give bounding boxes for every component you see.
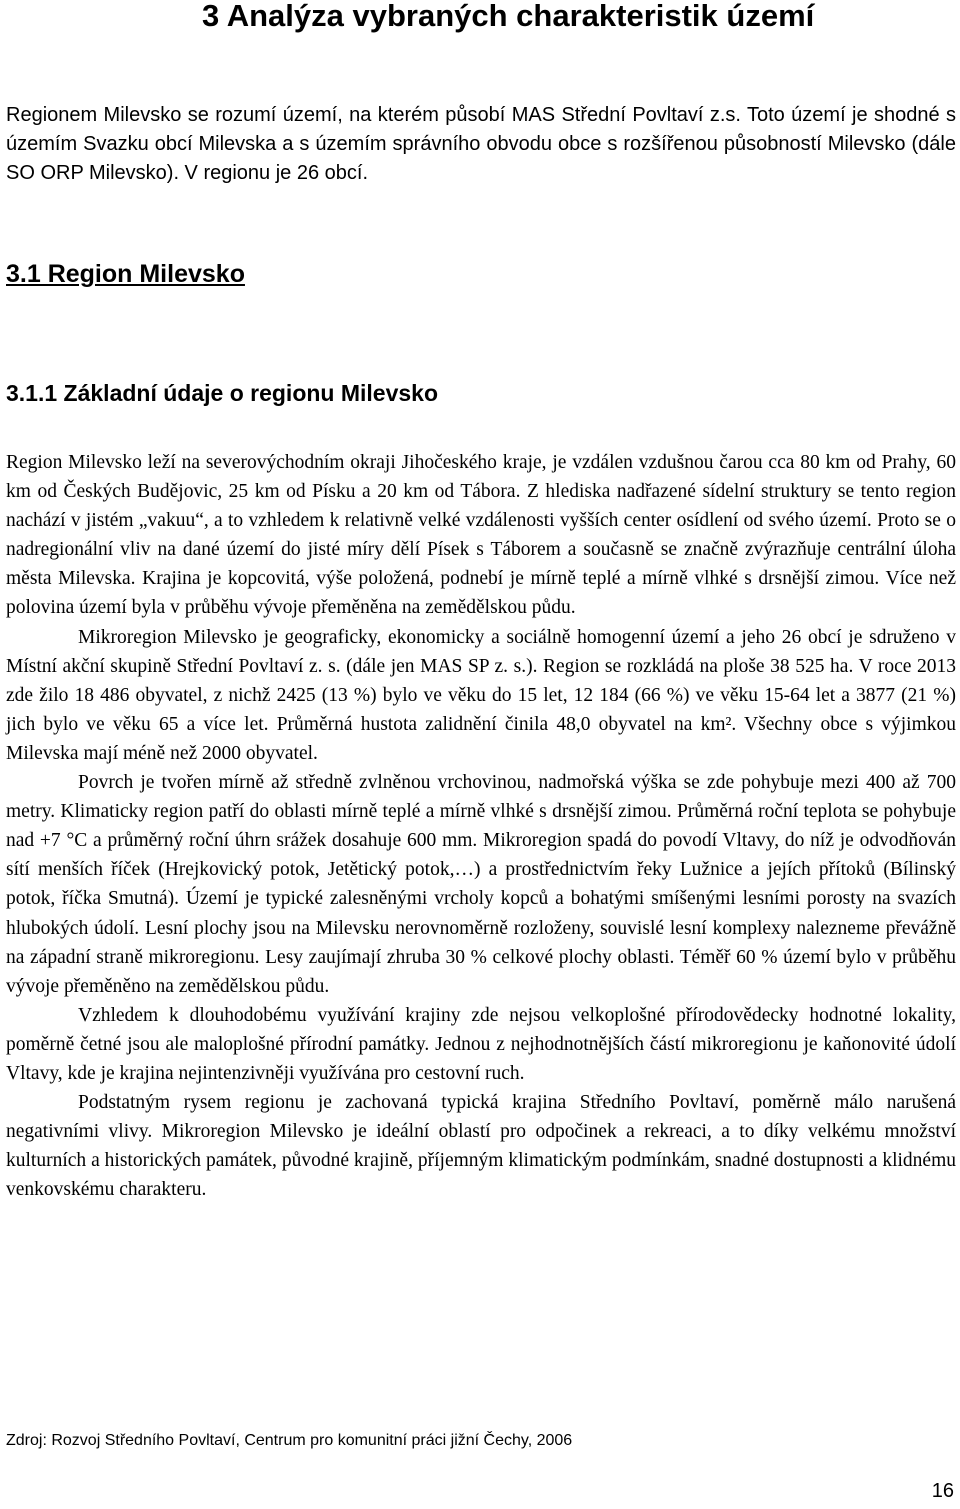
section-heading: 3.1 Region Milevsko [6, 260, 245, 288]
paragraph-microregion: Mikroregion Milevsko je geograficky, ekonomicky a sociálně homogenní území a jeho 26 obcí je sdruženo v Místní akční skupině Střední Povltaví z. s. (dále jen MAS SP z. s.). Region se rozkládá na ploše 38 525 ha. V roce 2013 zde žilo 18 486 obyvatel, z nichž 2425 (13 %) bylo ve věku do 15 let, 12 184 (66 %) ve věku 15-64 let a 3877 (21 %) jich bylo ve věku 65 a více let. Průměrná hustota zalidnění činila 48,0 obyvatel na km². Všechny obce s výjimkou Milevska mají méně než 2000 obyvatel. [6, 626, 956, 764]
page-number: 16 [931, 1480, 954, 1502]
source-note: Zdroj: Rozvoj Středního Povltaví, Centrum pro komunitní práci jižní Čechy, 2006 [6, 1432, 573, 1449]
body-text [6, 448, 956, 1204]
chapter-heading: 3 Analýza vybraných charakteristik území [202, 0, 815, 33]
paragraph-location: Region Milevsko leží na severovýchodním okraji Jihočeského kraje, je vzdálen vzdušnou čarou cca 80 km od Prahy, 60 km od Českých Budějovic, 25 km od Písku a 20 km od Tábora. Z hlediska nadřazené sídelní struktury se tento region nachází v jistém „vakuu“, a to vzhledem k relativně velké vzdálenosti vyšších center osídlení od svého území. Proto se o nadregionální vliv na dané území do jisté míry dělí Písek s Táborem a současně se značně zvýrazňuje centrální úloha města Milevska. Krajina je kopcovitá, výše položená, podnebí je mírně teplé a mírně vlhké s drsnější zimou. Více než polovina území byla v průběhu vývoje přeměněna na zemědělskou půdu. [6, 452, 956, 619]
intro-paragraph: Regionem Milevsko se rozumí území, na kterém působí MAS Střední Povltaví z.s. Toto území je shodné s územím Svazku obcí Milevska a s územím správního obvodu obce s rozšířenou působností Milevsko (dále SO ORP Milevsko). V regionu je 26 obcí. [6, 104, 956, 184]
paragraph-landscape: Podstatným rysem regionu je zachovaná typická krajina Středního Povltaví, poměrně málo narušená negativními vlivy. Mikroregion Milevsko je ideální oblastí pro odpočinek a rekreaci, a to díky velkému množství kulturních a historických památek, původné krajině, příjemným klimatickým podmínkám, snadné dostupnosti a klidnému venkovskému charakteru. [6, 1092, 956, 1201]
paragraph-nature: Vzhledem k dlouhodobému využívání krajiny zde nejsou velkoplošné přírodovědecky hodnotné lokality, poměrně četné jsou ale maloplošné přírodní památky. Jednou z nejhodnotnějších částí mikroregionu je kaňonovité údolí Vltavy, kde je krajina nejintenzivněji využívána pro cestovní ruch. [6, 1004, 956, 1084]
paragraph-surface: Povrch je tvořen mírně až středně zvlněnou vrchovinou, nadmořská výška se zde pohybuje mezi 400 až 700 metry. Klimaticky region patří do oblasti mírně teplé a mírně vlhké s drsnější zimou. Průměrná roční teplota se pohybuje nad +7 °C a průměrný roční úhrn srážek dosahuje 600 mm. Mikroregion spadá do povodí Vltavy, do níž je odvodňován sítí menších říček (Hrejkovický potok, Jetětický potok,…) a prostřednictvím řeky Lužnice a jejích přítoků (Bílinský potok, říčka Smutná). Území je typické zalesněnými vrcholy kopců a bohatými smíšenými lesními porosty na svazích hlubokých údolí. Lesní plochy jsou na Milevsku nerovnoměrně rozloženy, souvislé lesní komplexy nalezneme převážně na západní straně mikroregionu. Lesy zaujímají zhruba 30 % celkové plochy oblasti. Téměř 60 % území bylo v průběhu vývoje přeměněno na zemědělskou půdu. [6, 772, 956, 997]
subsection-heading: 3.1.1 Základní údaje o regionu Milevsko [6, 380, 439, 406]
